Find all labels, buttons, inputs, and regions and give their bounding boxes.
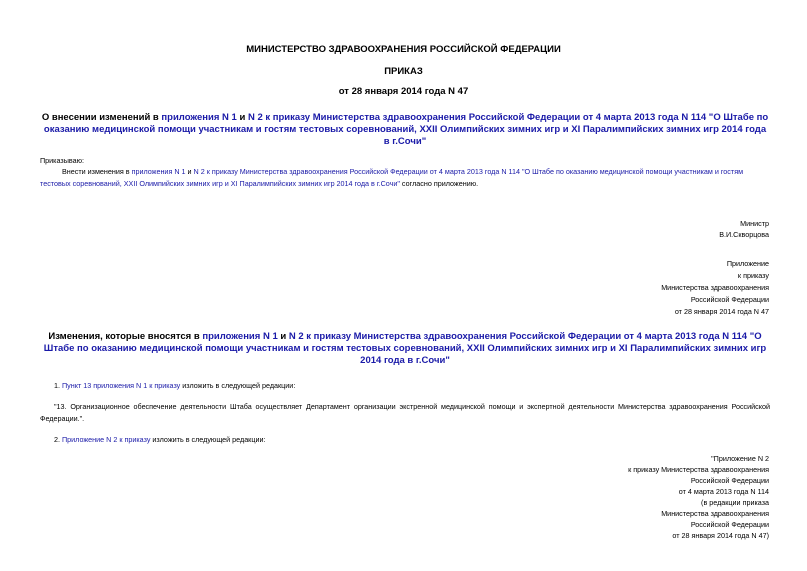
- doc-type-heading: ПРИКАЗ: [384, 66, 423, 77]
- appendix-ref-line: Российской Федерации: [690, 295, 769, 304]
- order-paragraph: [40, 166, 770, 190]
- appendix2-line: (в редакции приказа: [701, 498, 769, 507]
- item2-text: изложить в следующей редакции:: [150, 435, 266, 444]
- change-item-1: [54, 380, 295, 392]
- item2-number: 2.: [54, 435, 62, 444]
- appendix2-line: Министерства здравоохранения: [661, 509, 769, 518]
- appendix-ref-line: от 28 января 2014 года N 47: [674, 307, 769, 316]
- change-item-2: [54, 434, 265, 446]
- appendix2-line: к приказу Министерства здравоохранения: [628, 465, 769, 474]
- appendix2-line: Российской Федерации: [690, 476, 769, 485]
- ministry-heading: МИНИСТЕРСТВО ЗДРАВООХРАНЕНИЯ РОССИЙСКОЙ ФЕДЕРАЦИИ: [246, 44, 561, 55]
- title-link-appendix1[interactable]: приложения N 1: [161, 112, 237, 123]
- changes-title: [40, 331, 770, 367]
- appendix2-line: от 4 марта 2013 года N 114: [678, 487, 769, 496]
- changes-link-appendix1[interactable]: приложения N 1: [202, 331, 278, 342]
- item1-link[interactable]: Пункт 13 приложения N 1 к приказу: [62, 381, 181, 390]
- order-link-appendix2[interactable]: N 2 к приказу Министерства здравоохранения Российской Федерации от 4 марта 2013 года N 114 "О Штабе по оказанию медицинской помощи участникам и гостям тестовых соревнований, XXII Олимпийских зимних игр и XI Паралимпийских зимних игр 2014 года в г.Сочи": [40, 167, 744, 188]
- changes-text-2: и: [277, 331, 289, 342]
- title-text-1: О внесении изменений в: [41, 112, 162, 123]
- doc-title: [40, 112, 770, 148]
- changes-text-1: Изменения, которые вносятся в: [48, 331, 203, 342]
- appendix2-line: от 28 января 2014 года N 47): [672, 531, 769, 540]
- appendix-ref-line: к приказу: [737, 271, 769, 280]
- appendix-reference: [469, 258, 769, 318]
- order-link-appendix1[interactable]: приложения N 1: [131, 167, 186, 176]
- order-text-2: и: [185, 167, 194, 176]
- item1-number: 1.: [54, 381, 62, 390]
- order-intro: Приказываю:: [40, 156, 84, 165]
- signature-position: Министр: [740, 219, 769, 228]
- title-text-2: и: [236, 112, 248, 123]
- changes-link-appendix2[interactable]: N 2 к приказу Министерства здравоохранения Российской Федерации от 4 марта 2013 года N 114 "О Штабе по оказанию медицинской помощи участникам и гостям тестовых соревнований, XXII Олимпийских зимних игр и XI Паралимпийских зимних игр 2014 года в г.Сочи": [43, 331, 767, 366]
- order-text-3: согласно приложению.: [399, 179, 479, 188]
- appendix2-heading: [469, 453, 769, 541]
- order-text-1: Внести изменения в: [62, 167, 132, 176]
- appendix-ref-line: Приложение: [726, 259, 769, 268]
- quote-point-13: "13. Организационное обеспечение деятельности Штаба осуществляет Департамент организации экстренной медицинской помощи и экспертной деятельности Министерства здравоохранения Российской Федерации.".: [40, 402, 770, 423]
- item2-link[interactable]: Приложение N 2 к приказу: [62, 435, 151, 444]
- appendix2-line: "Приложение N 2: [711, 454, 769, 463]
- item1-text: изложить в следующей редакции:: [180, 381, 296, 390]
- title-link-appendix2[interactable]: N 2 к приказу Министерства здравоохранения Российской Федерации от 4 марта 2013 года N 114 "О Штабе по оказанию медицинской помощи участникам и гостям тестовых соревнований, XXII Олимпийских зимних игр и XI Паралимпийских зимних игр 2014 года в г.Сочи": [43, 112, 769, 147]
- signature-name: В.И.Скворцова: [719, 230, 769, 239]
- appendix-ref-line: Министерства здравоохранения: [661, 283, 769, 292]
- doc-date-heading: от 28 января 2014 года N 47: [338, 86, 469, 97]
- appendix2-line: Российской Федерации: [690, 520, 769, 529]
